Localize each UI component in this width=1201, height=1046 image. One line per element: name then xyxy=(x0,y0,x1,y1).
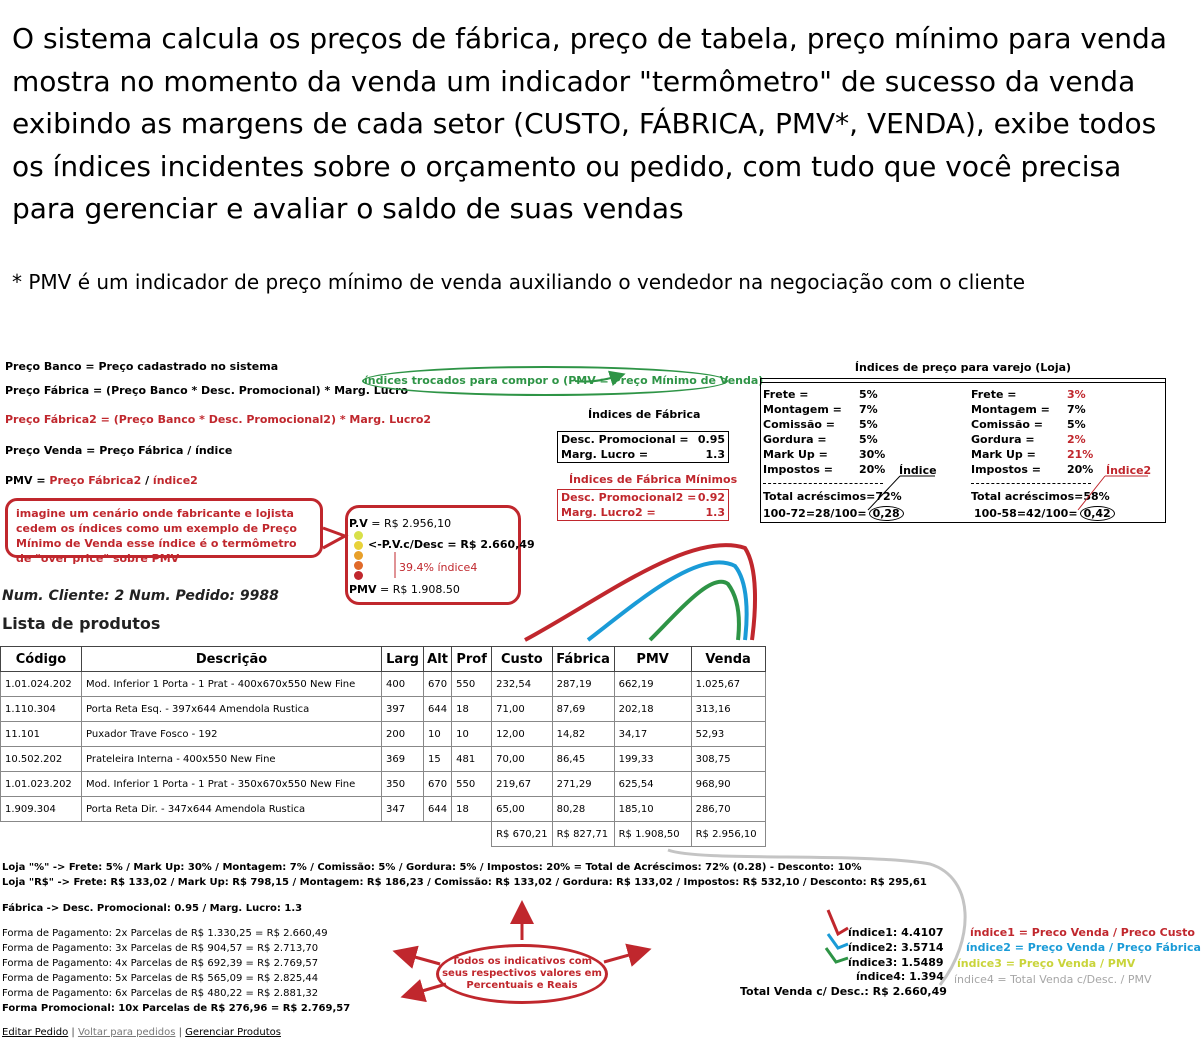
index2-value: índice2: 3.5714 xyxy=(848,941,944,954)
table-cell: Porta Reta Dir. - 347x644 Amendola Rustica xyxy=(82,797,382,822)
formula-pmv-prefix: PMV = xyxy=(5,474,50,487)
order-info: Num. Cliente: 2 Num. Pedido: 9988 xyxy=(2,588,279,604)
table-cell: 80,28 xyxy=(552,797,614,822)
back-to-orders-link[interactable]: Voltar para pedidos xyxy=(77,1027,176,1038)
table-totals-row xyxy=(1,822,766,847)
col-header-prof[interactable]: Prof xyxy=(452,647,492,672)
table-cell: 65,00 xyxy=(492,797,552,822)
thermo-pv: P.V = R$ 2.956,10 xyxy=(349,517,452,530)
bubble-arrow-leftdown xyxy=(412,984,446,994)
formula-preco-fabrica2: Preço Fábrica2 = (Preço Banco * Desc. Promocional2) * Marg. Lucro2 xyxy=(5,413,432,426)
table-cell: 1.025,67 xyxy=(691,672,765,697)
products-table xyxy=(0,646,766,847)
table-cell: 185,10 xyxy=(614,797,691,822)
factory-min-index-row: Desc. Promocional2 = 0.92 xyxy=(561,491,725,504)
table-cell: 662,19 xyxy=(614,672,691,697)
table-cell: 15 xyxy=(424,747,452,772)
table-cell: 18 xyxy=(452,697,492,722)
footer-links: Editar Pedido | Voltar para pedidos | Gerenciar Produtos xyxy=(2,1027,281,1038)
thermo-pvc: <-P.V.c/Desc = R$ 2.660,49 xyxy=(368,538,535,551)
manage-products-link[interactable]: Gerenciar Produtos xyxy=(185,1027,281,1038)
table-cell: 644 xyxy=(424,797,452,822)
col-header-larg[interactable]: Larg xyxy=(382,647,424,672)
formula-pmv-part2: índice2 xyxy=(152,474,198,487)
table-cell: 670 xyxy=(424,772,452,797)
table-cell: 550 xyxy=(452,672,492,697)
table-cell: 1.01.024.202 xyxy=(1,672,82,697)
table-cell: 18 xyxy=(452,797,492,822)
callout-tail xyxy=(323,528,345,548)
table-cell: 271,29 xyxy=(552,772,614,797)
formula-pmv xyxy=(5,474,198,487)
col-header-pmv[interactable]: PMV xyxy=(614,647,691,672)
factory-indices-title: Índices de Fábrica xyxy=(588,408,701,421)
table-cell: 219,67 xyxy=(492,772,552,797)
table-cell: 10 xyxy=(424,722,452,747)
summary-loja-reais: Loja "R$" -> Frete: R$ 133,02 / Mark Up: R$ 798,15 / Montagem: R$ 186,23 / Comissão: R$ 133,02 / Gordura: R$ 133,02 / Impostos: R$ 532,10 / Desconto: R$ 295,61 xyxy=(2,877,927,888)
pmv-note: * PMV é um indicador de preço mínimo de venda auxiliando o vendedor na negociação com o cliente xyxy=(12,270,1026,294)
factory-min-indices-title: Índices de Fábrica Mínimos xyxy=(569,473,738,486)
table-total-cell: R$ 1.908,50 xyxy=(614,822,691,847)
table-cell: Prateleira Interna - 400x550 New Fine xyxy=(82,747,382,772)
table-cell: 369 xyxy=(382,747,424,772)
table-cell: 202,18 xyxy=(614,697,691,722)
table-cell: 52,93 xyxy=(691,722,765,747)
arc-green xyxy=(650,582,739,640)
table-cell: 34,17 xyxy=(614,722,691,747)
table-cell: 481 xyxy=(452,747,492,772)
formula-preco-banco: Preço Banco = Preço cadastrado no sistema xyxy=(5,360,279,373)
summary-fabrica: Fábrica -> Desc. Promocional: 0.95 / Marg. Lucro: 1.3 xyxy=(2,903,303,914)
retail-right-column: Frete = 3% Montagem = 7% Comissão = 5% Gordura = 2% Mark Up = 21% Impostos = 20% xyxy=(971,388,1094,476)
table-row[interactable] xyxy=(1,797,766,822)
index3-check xyxy=(826,948,848,962)
thermo-pct: 39.4% índice4 xyxy=(399,561,478,574)
factory-min-indices-box xyxy=(557,489,729,521)
table-cell: 550 xyxy=(452,772,492,797)
table-row[interactable] xyxy=(1,722,766,747)
col-header-custo[interactable]: Custo xyxy=(492,647,552,672)
table-row[interactable] xyxy=(1,772,766,797)
formula-preco-venda: Preço Venda = Preço Fábrica / índice xyxy=(5,444,233,457)
table-cell: 287,19 xyxy=(552,672,614,697)
index3-value: índice3: 1.5489 xyxy=(848,956,944,969)
table-cell: 347 xyxy=(382,797,424,822)
thermometer-gauge-icon xyxy=(354,531,364,581)
price-scenario-callout: imagine um cenário onde fabricante e lojista cedem os índices como um exemplo de Preço Mínimo de Venda esse índice é o termômetro de "over price" sobre PMV xyxy=(5,498,323,558)
table-cell: 12,00 xyxy=(492,722,552,747)
table-cell: 232,54 xyxy=(492,672,552,697)
payment-option: Forma de Pagamento: 2x Parcelas de R$ 1.330,25 = R$ 2.660,49 xyxy=(2,928,328,939)
table-row[interactable] xyxy=(1,672,766,697)
legend-index4: índice4 = Total Venda c/Desc. / PMV xyxy=(954,973,1152,986)
table-cell: 11.101 xyxy=(1,722,82,747)
table-cell: Porta Reta Esq. - 397x644 Amendola Rustica xyxy=(82,697,382,722)
index2-check xyxy=(828,934,848,948)
retail-right-total: Total acréscimos=58% xyxy=(971,490,1110,503)
table-cell: 1.01.023.202 xyxy=(1,772,82,797)
bubble-arrow-left xyxy=(404,954,440,964)
factory-index-row: Marg. Lucro = 1.3 xyxy=(561,448,725,461)
payment-option: Forma de Pagamento: 6x Parcelas de R$ 480,22 = R$ 2.881,32 xyxy=(2,988,319,999)
table-cell: 10 xyxy=(452,722,492,747)
table-cell: Mod. Inferior 1 Porta - 1 Prat - 350x670x550 New Fine xyxy=(82,772,382,797)
swapped-indices-note: índices trocados para compor o (PMV = Preço Mínimo de Venda) xyxy=(362,366,728,396)
table-total-cell: R$ 670,21 xyxy=(492,822,552,847)
table-cell: 199,33 xyxy=(614,747,691,772)
table-cell: 86,45 xyxy=(552,747,614,772)
retail-left-total: Total acréscimos=72% xyxy=(763,490,902,503)
table-total-cell: R$ 827,71 xyxy=(552,822,614,847)
total-venda-desc: Total Venda c/ Desc.: R$ 2.660,49 xyxy=(740,985,947,998)
col-header-venda[interactable]: Venda xyxy=(691,647,765,672)
edit-order-link[interactable]: Editar Pedido xyxy=(2,1027,69,1038)
product-list-title: Lista de produtos xyxy=(2,614,161,633)
legend-index1: índice1 = Preco Venda / Preco Custo xyxy=(970,926,1195,939)
legend-index3: índice3 = Preço Venda / PMV xyxy=(957,957,1136,970)
table-total-cell: R$ 2.956,10 xyxy=(691,822,765,847)
payment-option: Forma de Pagamento: 5x Parcelas de R$ 565,09 = R$ 2.825,44 xyxy=(2,973,319,984)
summary-loja-percent: Loja "%" -> Frete: 5% / Mark Up: 30% / Montagem: 7% / Comissão: 5% / Gordura: 5% / Impostos: 20% = Total de Acréscimos: 72% (0.28) - Desconto: 10% xyxy=(2,862,862,873)
retail-indices-box xyxy=(760,378,1166,523)
retail-right-result: 0,42 xyxy=(1080,506,1115,521)
table-cell: 200 xyxy=(382,722,424,747)
table-cell: 87,69 xyxy=(552,697,614,722)
legend-index2: índice2 = Preço Venda / Preço Fábrica xyxy=(966,941,1201,954)
table-cell: Mod. Inferior 1 Porta - 1 Prat - 400x670x550 New Fine xyxy=(82,672,382,697)
col-header-fabrica[interactable]: Fábrica xyxy=(552,647,614,672)
table-cell: 625,54 xyxy=(614,772,691,797)
retail-left-result: 0,28 xyxy=(869,506,904,521)
table-row[interactable] xyxy=(1,747,766,772)
index4-value: índice4: 1.394 xyxy=(856,970,944,983)
table-cell: 10.502.202 xyxy=(1,747,82,772)
retail-indices-title: Índices de preço para varejo (Loja) xyxy=(854,361,1072,374)
payment-promo: Forma Promocional: 10x Parcelas de R$ 276,96 = R$ 2.769,57 xyxy=(2,1003,351,1014)
table-cell: 14,82 xyxy=(552,722,614,747)
table-cell: 71,00 xyxy=(492,697,552,722)
payment-options xyxy=(2,926,350,1016)
table-cell: 670 xyxy=(424,672,452,697)
index1-check xyxy=(828,910,848,934)
retail-right-calc: 100-58=42/100= 0,42 xyxy=(974,506,1115,521)
arc-blue xyxy=(588,562,747,640)
factory-min-index-row: Marg. Lucro2 = 1.3 xyxy=(561,506,725,519)
thermo-pmv: PMV = R$ 1.908.50 xyxy=(349,583,460,596)
arc-red xyxy=(525,545,755,640)
table-cell: 968,90 xyxy=(691,772,765,797)
col-header-codigo[interactable]: Código xyxy=(1,647,82,672)
intro-paragraph: O sistema calcula os preços de fábrica, preço de tabela, preço mínimo para venda mostra no momento da venda um indicador "termômetro" de sucesso da venda exibindo as margens de cada setor (CUSTO, FÁBRICA, PMV*, VENDA), exibe todos os índices incidentes sobre o orçamento ou pedido, com tudo que você precisa para gerenciar e avaliar o saldo de suas vendas xyxy=(12,22,1167,225)
factory-index-row: Desc. Promocional = 0.95 xyxy=(561,433,725,446)
table-cell: Puxador Trave Fosco - 192 xyxy=(82,722,382,747)
table-cell: 397 xyxy=(382,697,424,722)
retail-left-index-label: Índice xyxy=(899,464,937,477)
formula-pmv-sep: / xyxy=(141,474,153,487)
indicators-bubble: Todos os indicativos com seus respectivos valores em Percentuais e Reais xyxy=(436,944,608,1004)
table-cell: 308,75 xyxy=(691,747,765,772)
col-header-descricao[interactable]: Descrição xyxy=(82,647,382,672)
factory-indices-box xyxy=(557,431,729,463)
table-cell: 1.909.304 xyxy=(1,797,82,822)
table-cell: 644 xyxy=(424,697,452,722)
formula-preco-fabrica: Preço Fábrica = (Preço Banco * Desc. Promocional) * Marg. Lucro xyxy=(5,384,409,397)
payment-option: Forma de Pagamento: 4x Parcelas de R$ 692,39 = R$ 2.769,57 xyxy=(2,958,319,969)
table-row[interactable] xyxy=(1,697,766,722)
formula-pmv-part1: Preço Fábrica2 xyxy=(49,474,142,487)
col-header-alt[interactable]: Alt xyxy=(424,647,452,672)
table-cell: 70,00 xyxy=(492,747,552,772)
retail-left-calc: 100-72=28/100= 0,28 xyxy=(763,506,904,521)
payment-option: Forma de Pagamento: 3x Parcelas de R$ 904,57 = R$ 2.713,70 xyxy=(2,943,319,954)
table-header-row xyxy=(1,647,766,672)
table-cell: 350 xyxy=(382,772,424,797)
table-cell: 286,70 xyxy=(691,797,765,822)
index1-value: índice1: 4.4107 xyxy=(848,926,944,939)
table-cell: 400 xyxy=(382,672,424,697)
table-cell: 1.110.304 xyxy=(1,697,82,722)
retail-left-column: Frete = 5% Montagem = 7% Comissão = 5% Gordura = 5% Mark Up = 30% Impostos = 20% xyxy=(763,388,886,476)
table-cell: 313,16 xyxy=(691,697,765,722)
retail-right-index-label: Índice2 xyxy=(1106,464,1152,477)
bubble-arrow-right xyxy=(604,952,640,962)
